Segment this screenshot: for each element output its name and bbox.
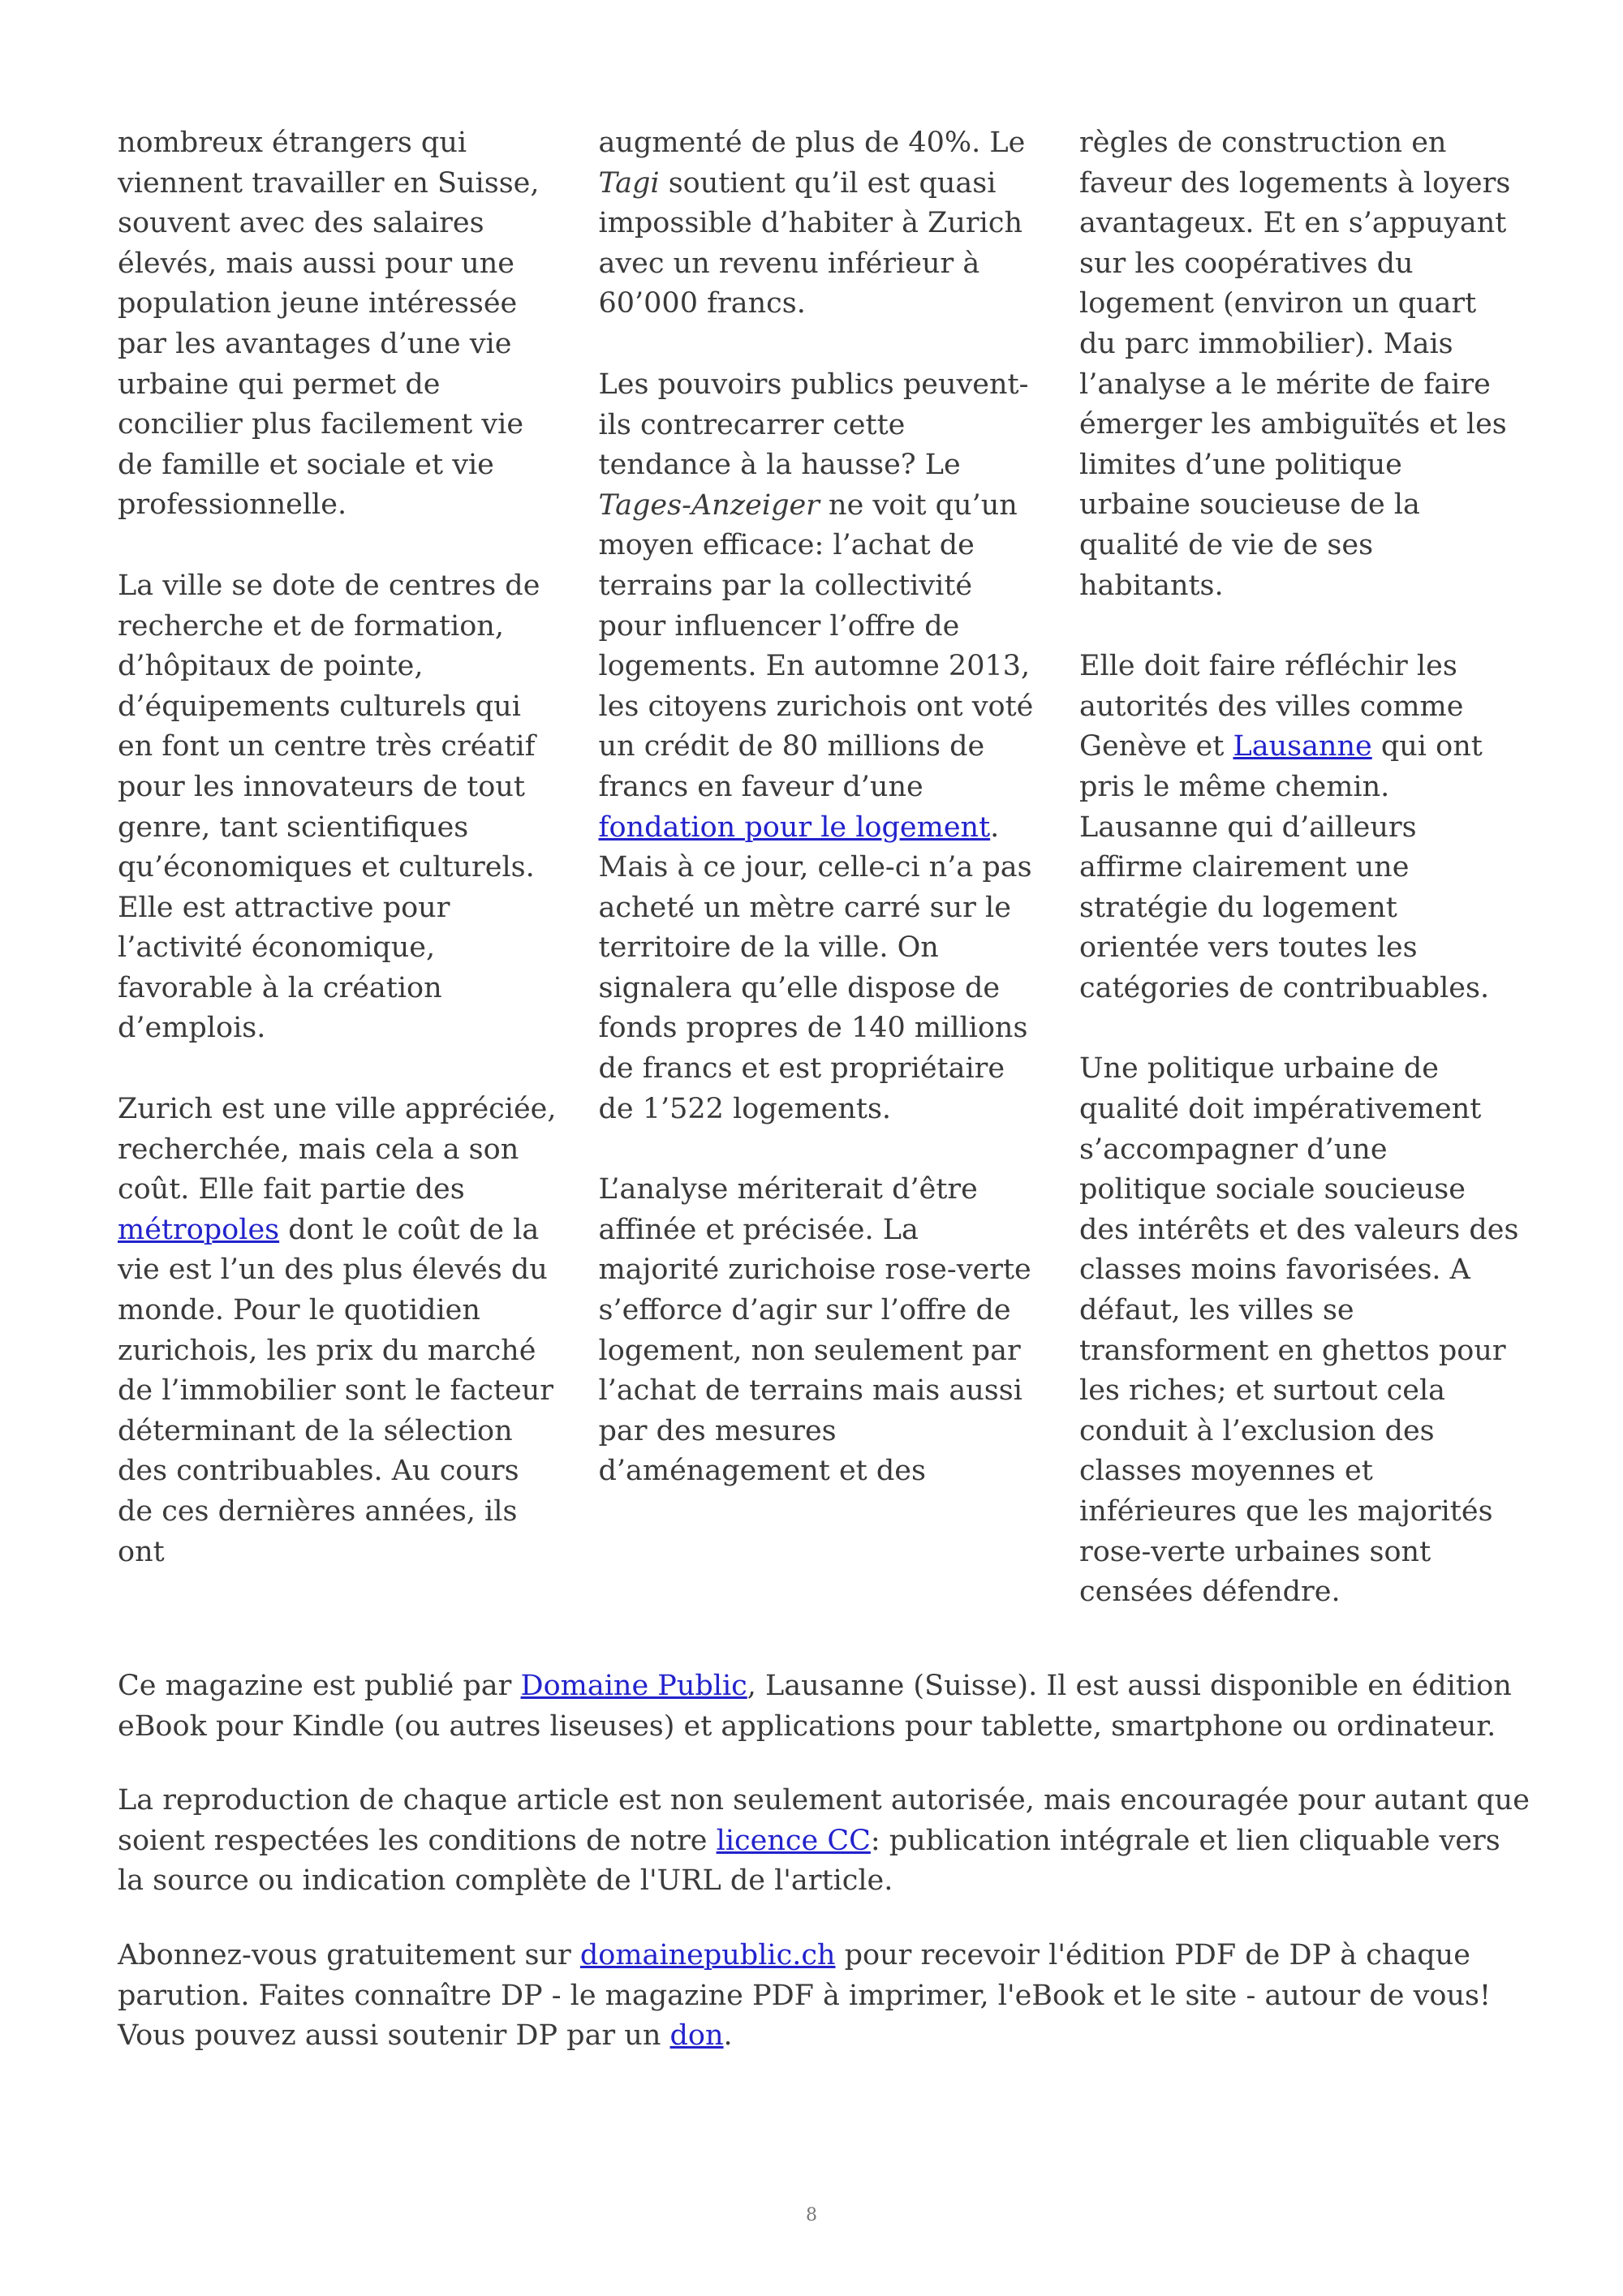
footer-text: , Lausanne (Suisse). Il est aussi disponible en édition eBook pour Kindle (ou autres liseuses) et applications pour tablette, smartphone ou ordinateur. — [118, 1670, 1512, 1743]
publication-name: Tages-Anzeiger — [598, 488, 820, 522]
footer-text: La reproduction de chaque article est non seulement autorisée, mais encouragée pour autant que soient respectées les conditions de notre — [118, 1784, 1530, 1857]
link-domainepublic-ch[interactable]: domainepublic.ch — [579, 1938, 836, 1971]
paragraph-text: soutient qu’il est quasi impossible d’habiter à Zurich avec un revenu inférieur à 60’000 francs. — [598, 166, 1023, 320]
paragraph-text: . Mais à ce jour, celle-ci n’a pas acheté un mètre carré sur le territoire de la ville. On signalera qu’elle dispose de fonds propres de 140 millions de francs et est propriétaire de 1’522 logements. — [598, 810, 1032, 1125]
paragraph — [118, 123, 560, 526]
paragraph — [118, 566, 560, 1049]
column-1 — [118, 123, 560, 1613]
publication-name: Tagi — [598, 166, 660, 200]
paragraph-text: ne voit qu’un moyen efficace: l’achat de terrains par la collectivité pour influencer l’offre de logements. En automne 2013, les citoyens zurichois ont voté un crédit de 80 millions de francs en faveur d’une — [598, 488, 1034, 803]
paragraph — [1079, 1049, 1522, 1612]
link-metropoles[interactable]: métropoles — [118, 1213, 280, 1246]
footer-paragraph — [118, 1936, 1530, 2057]
paragraph — [118, 1090, 560, 1572]
link-licence-cc[interactable]: licence CC — [716, 1824, 871, 1857]
paragraph — [1079, 647, 1522, 1008]
footer-paragraph — [118, 1781, 1530, 1902]
paragraph — [1079, 123, 1522, 606]
footer-text: Ce magazine est publié par — [118, 1670, 521, 1702]
page-number: 8 — [806, 2205, 817, 2225]
link-domaine-public[interactable]: Domaine Public — [520, 1670, 747, 1702]
footer-text: . — [723, 2019, 733, 2053]
article-columns — [118, 123, 1522, 1613]
link-lausanne[interactable]: Lausanne — [1233, 730, 1372, 763]
column-3 — [1079, 123, 1522, 1613]
footer-text: Abonnez-vous gratuitement sur — [118, 1938, 580, 1971]
paragraph — [599, 123, 1041, 325]
column-2 — [599, 123, 1041, 1613]
footer-text: pour recevoir l'édition PDF de DP à chaque parution. Faites connaître DP - le magazine PDF à imprimer, l'eBook et le site - autour de vous! Vous pouvez aussi soutenir DP par un — [118, 1938, 1492, 2053]
publisher-footer — [118, 1666, 1530, 2091]
paragraph-text: qui ont pris le même chemin. Lausanne qui d’ailleurs affirme clairement une stratégie du logement orientée vers toutes les catégories de contribuables. — [1079, 730, 1490, 1004]
paragraph-text: L’analyse mériterait d’être affinée et précisée. La majorité zurichoise rose-verte s’efforce d’agir sur l’offre de logement, non seulement par l’achat de terrains mais aussi par des mesures d’aménagement et des — [598, 1173, 1031, 1488]
paragraph-text: Une politique urbaine de qualité doit impérativement s’accompagner d’une politique sociale soucieuse des intérêts et des valeurs des classes moins favorisées. A défaut, les villes se transforment en ghettos pour les riches; et surtout cela conduit à l’exclusion des classes moyennes et inférieures que les majorités rose-verte urbaines sont censées défendre. — [1079, 1052, 1519, 1609]
link-fondation-logement[interactable]: fondation pour le logement — [598, 810, 991, 844]
paragraph-text: dont le coût de la vie est l’un des plus élevés du monde. Pour le quotidien zurichois, les prix du marché de l’immobilier sont le facteur déterminant de la sélection des contribuables. Au cours de ces dernières années, ils ont — [118, 1213, 554, 1568]
paragraph — [599, 365, 1041, 1129]
paragraph-text: augmenté de plus de 40%. Le — [598, 127, 1026, 159]
paragraph-text: Les pouvoirs publics peuvent-ils contrecarrer cette tendance à la hausse? Le — [598, 368, 1029, 482]
link-don[interactable]: don — [669, 2019, 724, 2053]
paragraph-text: Elle doit faire réfléchir les autorités des villes comme Genève et — [1079, 650, 1464, 763]
paragraph-text: règles de construction en faveur des logements à loyers avantageux. Et en s’appuyant sur les coopératives du logement (environ un quart du parc immobilier). Mais l’analyse a le mérite de faire émerger les ambiguïtés et les limites d’une politique urbaine soucieuse de la qualité de vie de ses habitants. — [1079, 127, 1511, 602]
footer-paragraph — [118, 1666, 1530, 1747]
paragraph-text: Zurich est une ville appréciée, recherchée, mais cela a son coût. Elle fait partie des — [118, 1093, 557, 1206]
paragraph — [599, 1170, 1041, 1492]
paragraph-text: nombreux étrangers qui viennent travailler en Suisse, souvent avec des salaires élevés, mais aussi pour une population jeune intéressée par les avantages d’une vie urbaine qui permet de concilier plus facilement vie de famille et sociale et vie professionnelle. — [118, 127, 540, 522]
footer-text: : publication intégrale et lien cliquable vers la source ou indication complète de l'URL de l'article. — [118, 1824, 1500, 1898]
paragraph-text: La ville se dote de centres de recherche et de formation, d’hôpitaux de pointe, d’équipements culturels qui en font un centre très créatif pour les innovateurs de tout genre, tant scientifiques qu’économiques et culturels. Elle est attractive pour l’activité économique, favorable à la création d’emplois. — [118, 569, 540, 1045]
